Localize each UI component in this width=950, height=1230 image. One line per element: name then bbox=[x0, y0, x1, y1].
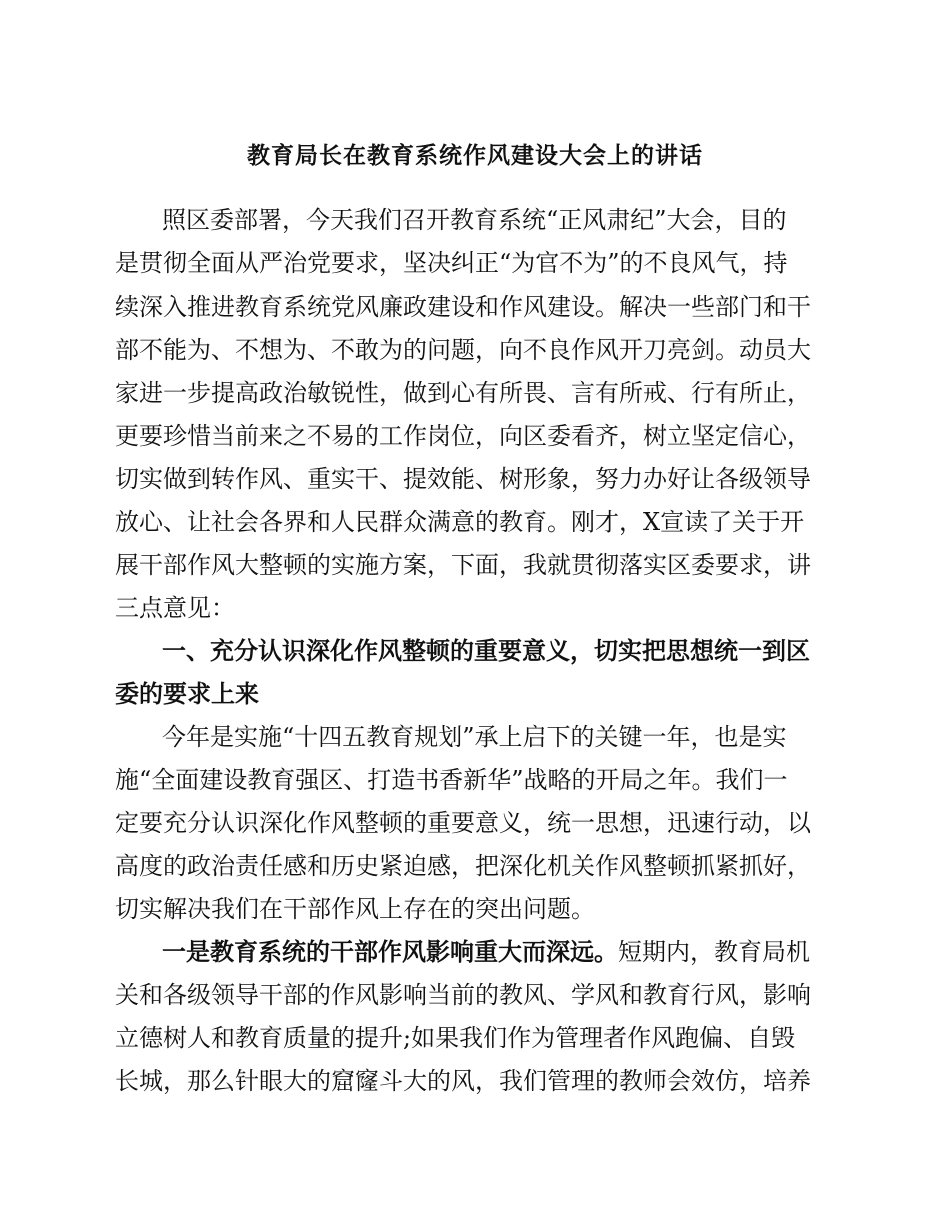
paragraph-line: 定要充分认识深化作风整顿的重要意义，统一思想，迅速行动，以 bbox=[115, 809, 811, 837]
paragraph-line: 施“全面建设教育强区、打造书香新华”战略的开局之年。我们一 bbox=[115, 766, 788, 794]
paragraph-line: 立德树人和教育质量的提升;如果我们作为管理者作风跑偏、自毁 bbox=[115, 1024, 796, 1052]
paragraph-lead-rest: 短期内，教育局机 bbox=[618, 938, 810, 966]
paragraph-line: 长城，那么针眼大的窟窿斗大的风，我们管理的教师会效仿，培养 bbox=[115, 1067, 811, 1095]
paragraph-line: 部不能为、不想为、不敢为的问题，向不良作风开刀亮剑。动员大 bbox=[115, 336, 811, 364]
paragraph-line: 切实做到转作风、重实干、提效能、树形象，努力办好让各级领导 bbox=[115, 465, 811, 493]
section-heading-line: 一、充分认识深化作风整顿的重要意义，切实把思想统一到区 bbox=[162, 637, 810, 665]
document-title: 教育局长在教育系统作风建设大会上的讲话 bbox=[247, 143, 703, 169]
paragraph-line: 续深入推进教育系统党风廉政建设和作风建设。解决一些部门和干 bbox=[115, 293, 811, 321]
paragraph-line: 关和各级领导干部的作风影响当前的教风、学风和教育行风，影响 bbox=[115, 981, 811, 1009]
paragraph-line: 家进一步提高政治敏锐性，做到心有所畏、言有所戒、行有所止， bbox=[115, 379, 811, 407]
paragraph-line: 切实解决我们在干部作风上存在的突出问题。 bbox=[115, 895, 595, 923]
paragraph-line: 展干部作风大整顿的实施方案，下面，我就贯彻落实区委要求，讲 bbox=[115, 551, 811, 579]
paragraph-line: 今年是实施“十四五教育规划”承上启下的关键一年，也是实 bbox=[162, 723, 787, 751]
section-heading-line: 委的要求上来 bbox=[115, 680, 259, 708]
paragraph-line: 是贯彻全面从严治党要求，坚决纠正“为官不为”的不良风气，持 bbox=[115, 249, 788, 277]
paragraph-line: 更要珍惜当前来之不易的工作岗位，向区委看齐，树立坚定信心， bbox=[115, 422, 811, 450]
paragraph-line bbox=[162, 937, 810, 967]
paragraph-line: 照区委部署，今天我们召开教育系统“正风肃纪”大会，目的 bbox=[162, 206, 787, 234]
paragraph-line: 高度的政治责任感和历史紧迫感，把深化机关作风整顿抓紧抓好， bbox=[115, 852, 811, 880]
paragraph-line: 放心、让社会各界和人民群众满意的教育。刚才，X宣读了关于开 bbox=[115, 508, 805, 536]
paragraph-lead-sentence: 一是教育系统的干部作风影响重大而深远。 bbox=[162, 938, 618, 966]
paragraph-line: 三点意见： bbox=[115, 594, 235, 622]
